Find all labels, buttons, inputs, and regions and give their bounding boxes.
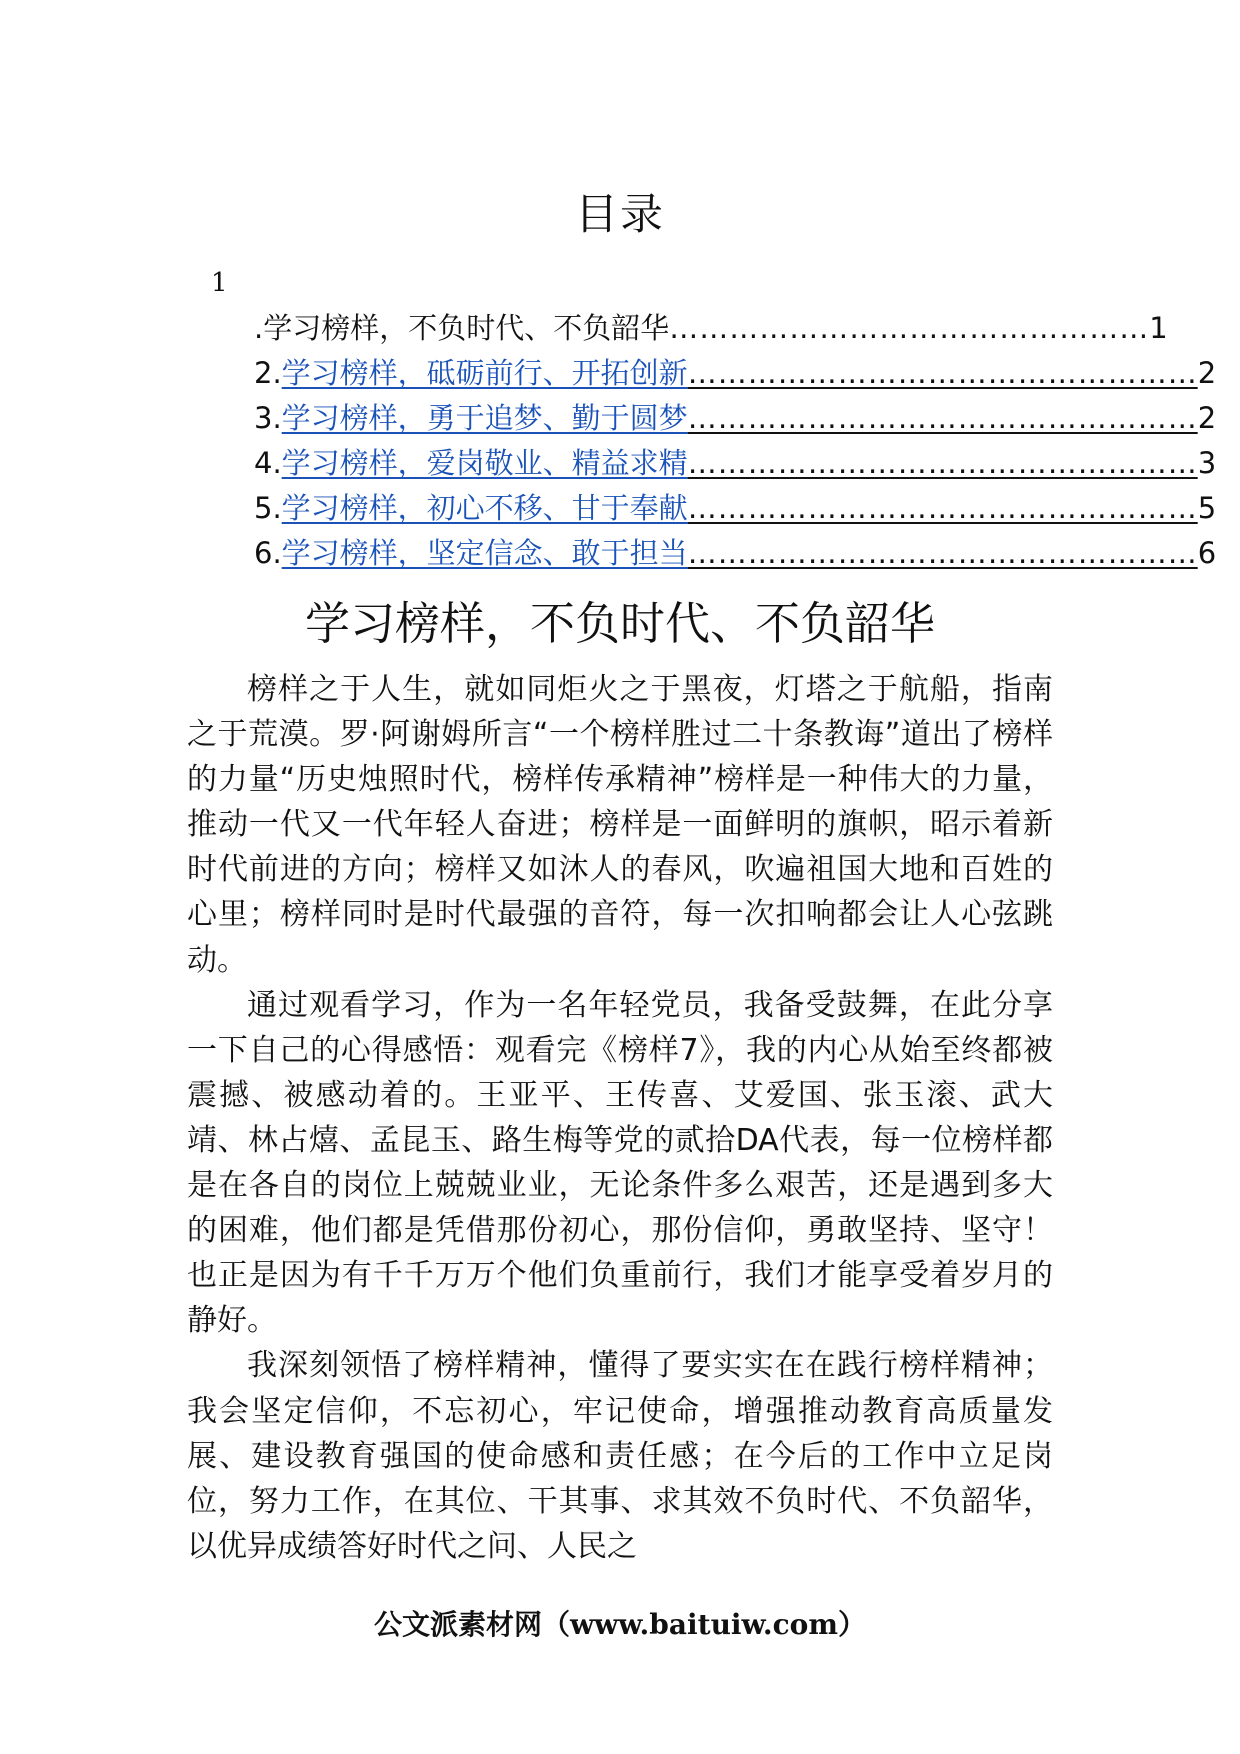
toc-entry-3[interactable] bbox=[254, 396, 1217, 441]
toc-entry-2[interactable] bbox=[254, 351, 1217, 396]
toc-entry-link[interactable]: 学习榜样，初心不移、甘于奉献 bbox=[281, 491, 688, 525]
toc-entry-4[interactable] bbox=[254, 441, 1217, 486]
toc-entry-1[interactable] bbox=[254, 306, 1168, 351]
toc-entry-link[interactable]: 学习榜样，砥砺前行、开拓创新 bbox=[281, 356, 688, 390]
toc-leader-dots: …………………………………………… bbox=[687, 446, 1198, 480]
footer-watermark: 公文派素材网（www.baituiw.com） bbox=[374, 1608, 866, 1641]
paragraph: 通过观看学习，作为一名年轻党员，我备受鼓舞，在此分享一下自己的心得感悟：观看完《榜样7》，我的内心从始至终都被震撼、被感动着的。王亚平、王传喜、艾爱国、张玉滚、武大靖、林占熺、孟昆玉、路生梅等党的贰拾DA代表，每一位榜样都是在各自的岗位上兢兢业业，无论条件多么艰苦，还是遇到多大的困难，他们都是凭借那份初心，那份信仰，勇敢坚持、坚守！也正是因为有千千万万个他们负重前行，我们才能享受着岁月的静好。 bbox=[187, 987, 1053, 1339]
paragraph: 我深刻领悟了榜样精神，懂得了要实实在在践行榜样精神；我会坚定信仰，不忘初心，牢记使命，增强推动教育高质量发展、建设教育强国的使命感和责任感；在今后的工作中立足岗位，努力工作，在其位、干其事、求其效不负时代、不负韶华，以优异成绩答好时代之问、人民之 bbox=[187, 1348, 1053, 1564]
toc-leader-dots: …………………………………………… bbox=[687, 401, 1198, 435]
toc-entry-link[interactable]: 学习榜样，爱岗敬业、精益求精 bbox=[281, 446, 688, 480]
table-of-contents bbox=[254, 306, 1217, 576]
toc-leader-dots: …………………………………………… bbox=[687, 356, 1198, 390]
toc-page-number: 6 bbox=[1197, 536, 1217, 570]
page-number-marker: 1 bbox=[211, 268, 228, 298]
toc-entry-number: 4. bbox=[254, 446, 282, 480]
toc-page-number: 2 bbox=[1197, 356, 1217, 390]
toc-entry-link[interactable]: 学习榜样，坚定信念、敢于担当 bbox=[281, 536, 688, 570]
toc-page-number: 3 bbox=[1197, 446, 1217, 480]
toc-entry-number: 3. bbox=[254, 401, 282, 435]
article-body bbox=[187, 667, 1053, 1569]
paragraph: 榜样之于人生，就如同炬火之于黑夜，灯塔之于航船，指南之于荒漠。罗·阿谢姆所言“一个榜样胜过二十条教诲”道出了榜样的力量“历史烛照时代，榜样传承精神”榜样是一种伟大的力量，推动一代又一代年轻人奋进；榜样是一面鲜明的旗帜，昭示着新时代前进的方向；榜样又如沐人的春风，吹遍祖国大地和百姓的心里；榜样同时是时代最强的音符，每一次扣响都会让人心弦跳动。 bbox=[187, 672, 1053, 978]
article-title: 学习榜样，不负时代、不负韶华 bbox=[304, 597, 935, 650]
toc-page-number: 2 bbox=[1197, 401, 1217, 435]
toc-page-number: 5 bbox=[1197, 491, 1217, 525]
toc-entry-number: 5. bbox=[254, 491, 282, 525]
toc-leader-dots: ………………………………………… bbox=[669, 311, 1150, 345]
toc-entry-link[interactable]: 学习榜样，勇于追梦、勤于圆梦 bbox=[281, 401, 688, 435]
toc-page-number: 1 bbox=[1149, 311, 1168, 345]
toc-entry-number: 2. bbox=[254, 356, 282, 390]
toc-entry-text[interactable]: .学习榜样，不负时代、不负韶华 bbox=[254, 311, 670, 345]
toc-leader-dots: …………………………………………… bbox=[687, 491, 1198, 525]
toc-leader-dots: …………………………………………… bbox=[687, 536, 1198, 570]
toc-entry-5[interactable] bbox=[254, 486, 1217, 531]
toc-title: 目录 bbox=[575, 190, 665, 240]
toc-entry-number: 6. bbox=[254, 536, 282, 570]
toc-entry-6[interactable] bbox=[254, 531, 1217, 576]
